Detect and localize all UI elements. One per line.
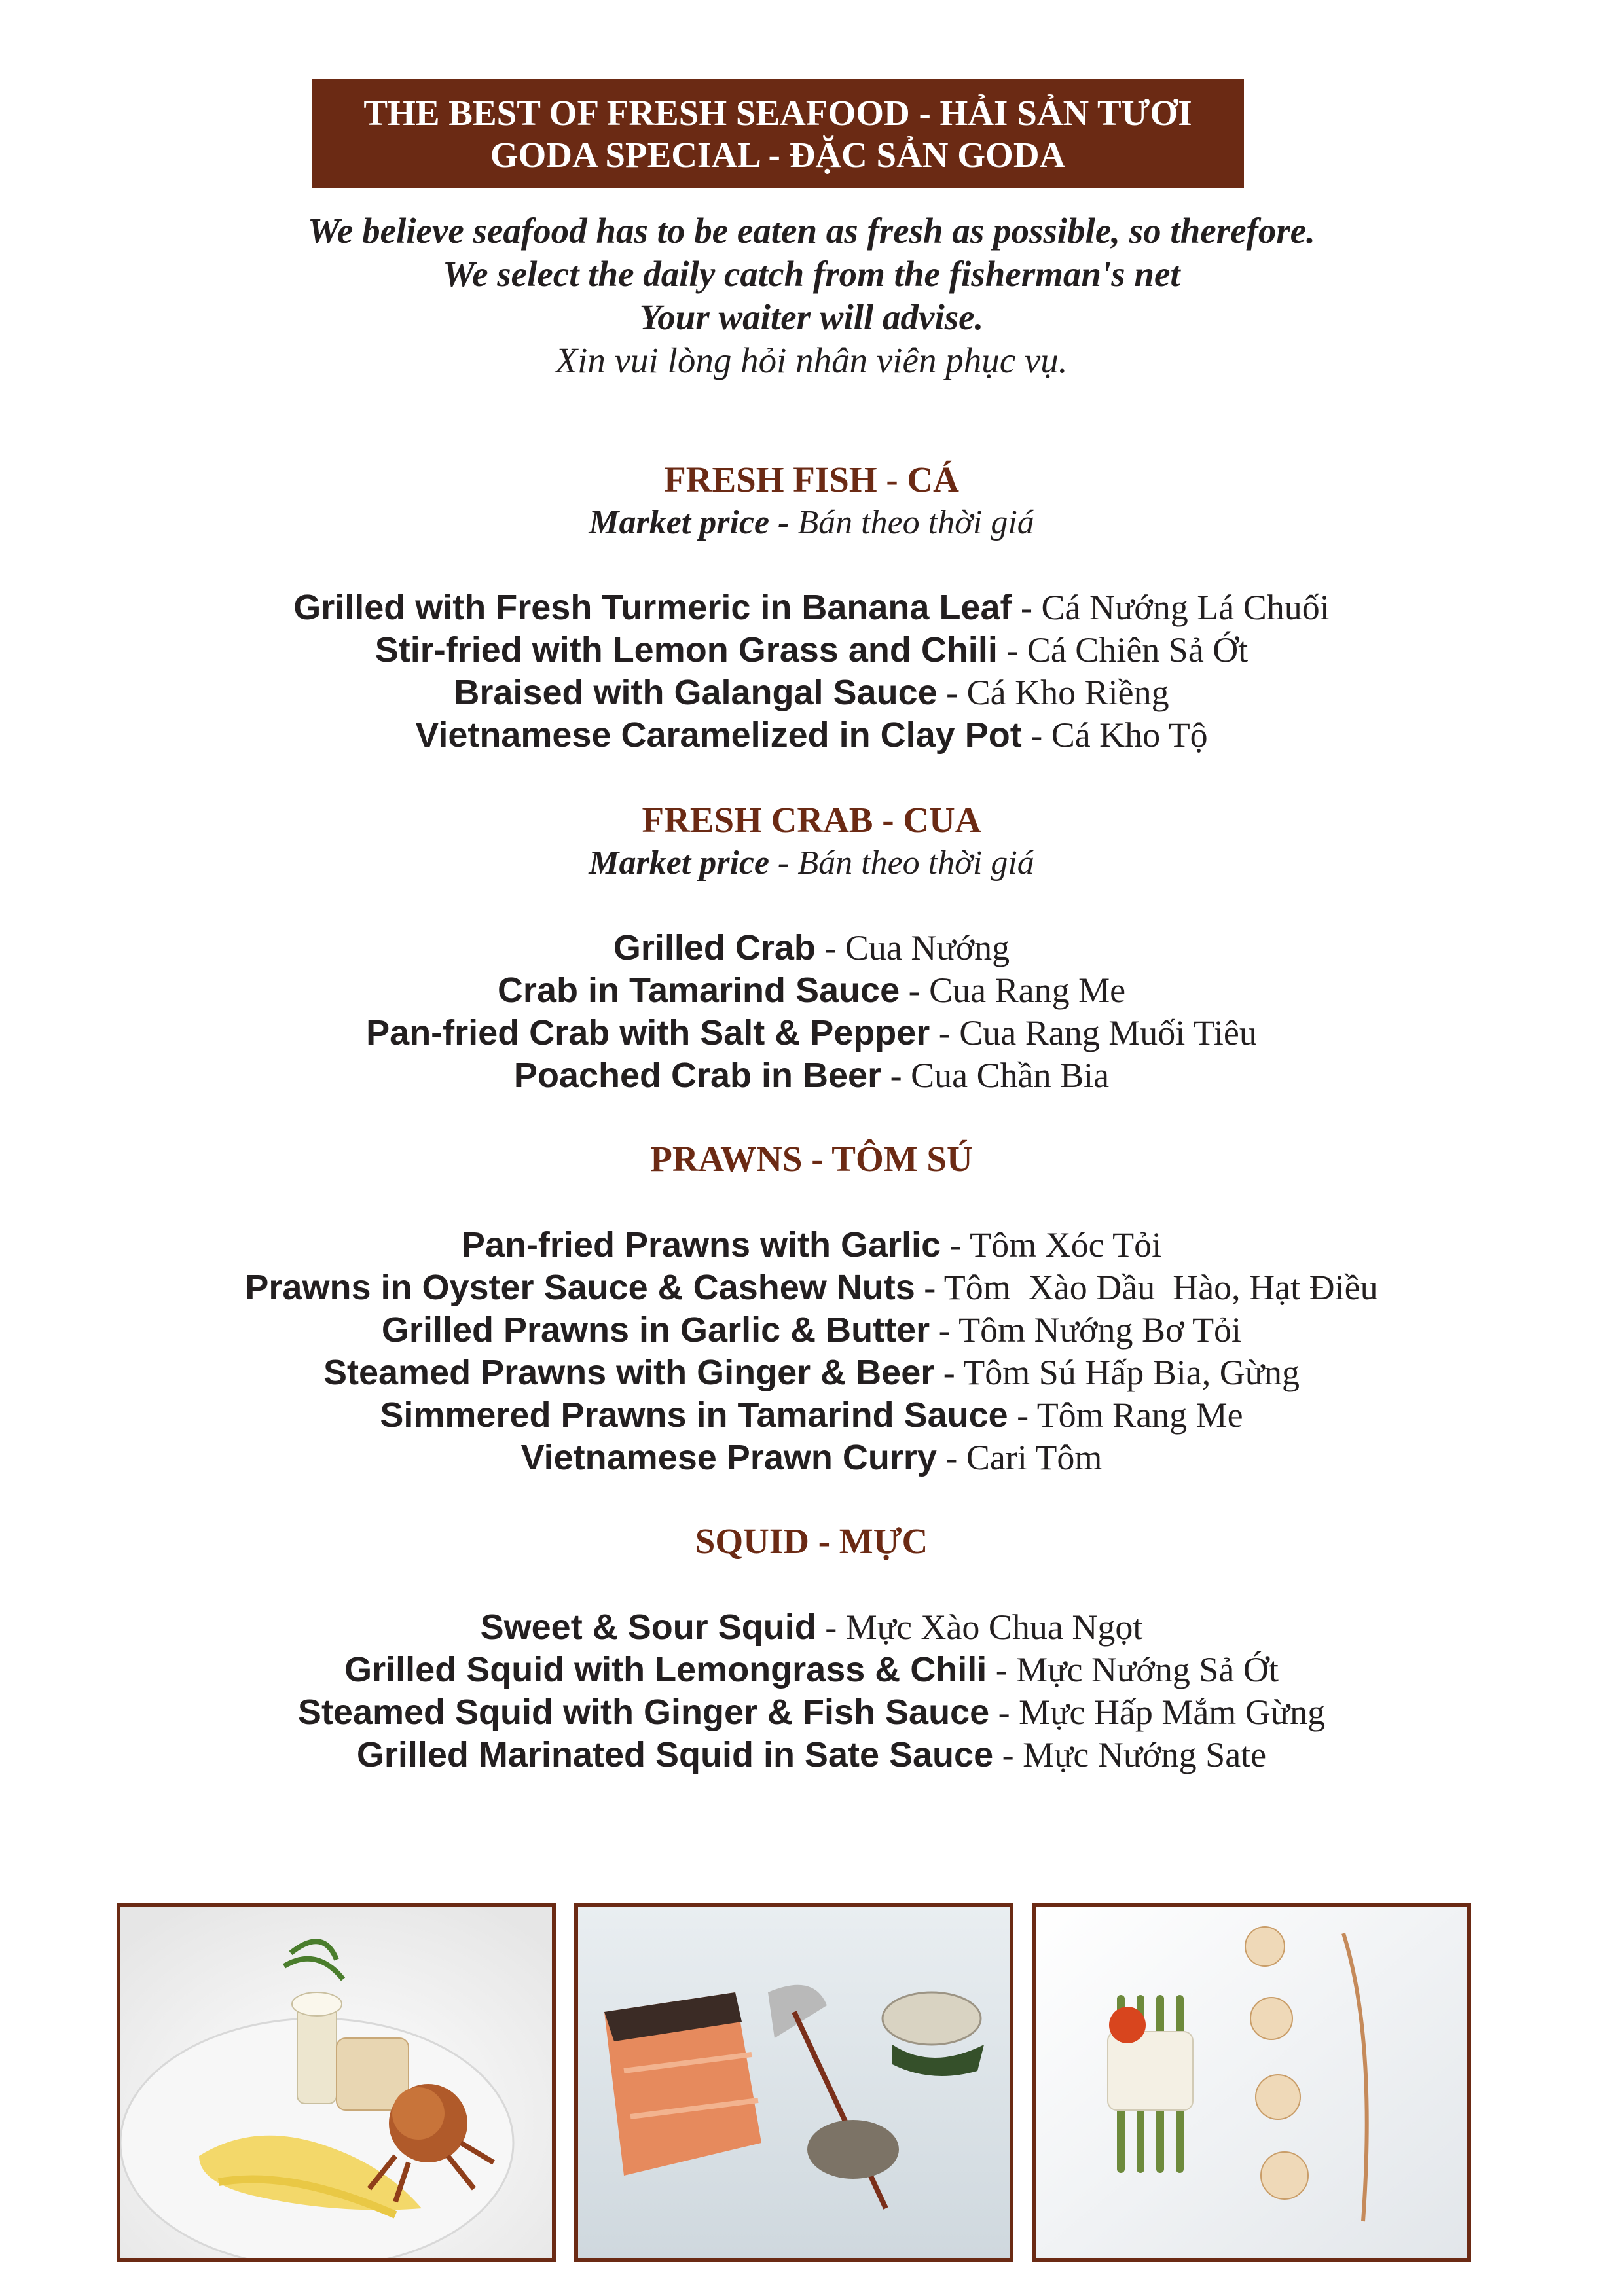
- crab-dish-photo: [117, 1903, 556, 2262]
- intro-line-4: Xin vui lòng hỏi nhân viên phục vụ.: [555, 340, 1068, 380]
- salmon-oyster-dish-photo: [574, 1903, 1013, 2262]
- menu-item: Pan-fried Prawns with Garlic - Tôm Xóc Tỏi: [461, 1225, 1162, 1265]
- menu-item: Simmered Prawns in Tamarind Sauce - Tôm Rang Me: [380, 1395, 1243, 1435]
- intro-line-1: We believe seafood has to be eaten as fresh as possible, so therefore.: [308, 211, 1315, 251]
- menu-item: Prawns in Oyster Sauce & Cashew Nuts - Tôm Xào Dầu Hào, Hạt Điều: [245, 1268, 1378, 1307]
- market-price-vi: Bán theo thời giá: [789, 504, 1034, 541]
- market-price-label: Market price -: [589, 504, 790, 541]
- intro-text: [0, 209, 1623, 382]
- intro-line-2: We select the daily catch from the fisherman's net: [443, 254, 1180, 294]
- market-price-label: Market price -: [589, 844, 790, 882]
- header-line-1: THE BEST OF FRESH SEAFOOD - HẢI SẢN TƯƠI: [363, 93, 1192, 133]
- menu-item: Stir-fried with Lemon Grass and Chili - Cá Chiên Sả Ớt: [374, 630, 1249, 670]
- menu-item: Grilled Crab - Cua Nướng: [613, 928, 1010, 967]
- menu-list-crab: [0, 927, 1623, 1097]
- menu-item: Pan-fried Crab with Salt & Pepper - Cua Rang Muối Tiêu: [366, 1013, 1257, 1052]
- menu-item: Vietnamese Caramelized in Clay Pot - Cá Kho Tộ: [415, 715, 1208, 755]
- market-price-fish: [0, 501, 1623, 545]
- section-title-squid: SQUID - MỰC: [695, 1521, 928, 1561]
- market-price-crab: [0, 842, 1623, 885]
- salmon-oyster-dish-illustration: [578, 1907, 1010, 2258]
- market-price-vi: Bán theo thời giá: [789, 844, 1034, 882]
- menu-item: Sweet & Sour Squid - Mực Xào Chua Ngọt: [480, 1607, 1143, 1647]
- menu-list-prawns: [0, 1224, 1623, 1479]
- menu-item: Grilled with Fresh Turmeric in Banana Leaf - Cá Nướng Lá Chuối: [293, 588, 1330, 627]
- intro-line-3: Your waiter will advise.: [639, 297, 984, 337]
- menu-item: Grilled Marinated Squid in Sate Sauce - Mực Nướng Sate: [356, 1735, 1267, 1774]
- asparagus-scallop-dish-photo: [1032, 1903, 1471, 2262]
- header-line-2: GODA SPECIAL - ĐẶC SẢN GODA: [490, 135, 1066, 175]
- menu-item: Steamed Squid with Ginger & Fish Sauce - Mực Hấp Mắm Gừng: [297, 1693, 1326, 1732]
- menu-list-squid: [0, 1606, 1623, 1776]
- section-title-crab: FRESH CRAB - CUA: [642, 800, 981, 840]
- menu-item: Grilled Prawns in Garlic & Butter - Tôm Nướng Bơ Tỏi: [381, 1310, 1242, 1350]
- asparagus-scallop-dish-illustration: [1036, 1907, 1467, 2258]
- menu-item: Crab in Tamarind Sauce - Cua Rang Me: [497, 971, 1126, 1010]
- menu-item: Poached Crab in Beer - Cua Chần Bia: [513, 1056, 1110, 1095]
- menu-header-banner: [312, 79, 1244, 188]
- menu-item: Steamed Prawns with Ginger & Beer - Tôm Sú Hấp Bia, Gừng: [323, 1353, 1300, 1392]
- menu-item: Grilled Squid with Lemongrass & Chili - Mực Nướng Sả Ớt: [344, 1650, 1279, 1689]
- menu-list-fish: [0, 586, 1623, 757]
- menu-item: Vietnamese Prawn Curry - Cari Tôm: [520, 1438, 1103, 1477]
- section-title-prawns: PRAWNS - TÔM SÚ: [650, 1139, 973, 1179]
- menu-item: Braised with Galangal Sauce - Cá Kho Riềng: [454, 673, 1169, 712]
- crab-dish-illustration: [120, 1907, 552, 2258]
- section-title-fish: FRESH FISH - CÁ: [664, 459, 959, 499]
